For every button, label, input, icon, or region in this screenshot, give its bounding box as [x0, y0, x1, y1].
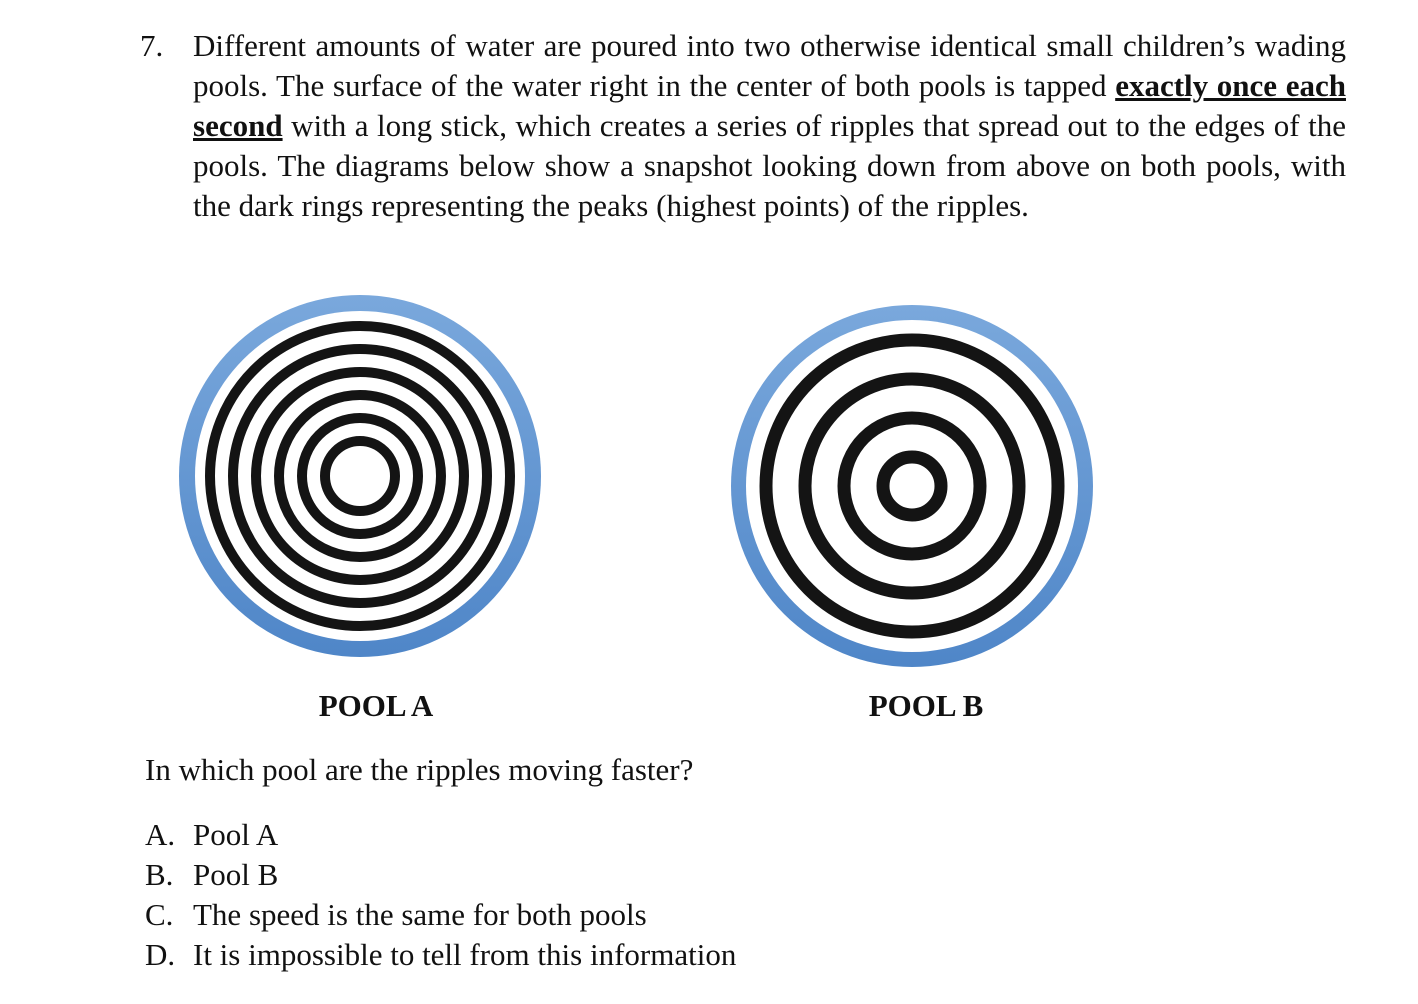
- pool-a-label: POOL A: [318, 688, 434, 723]
- choice-d[interactable]: [145, 935, 736, 975]
- choice-text: Pool B: [193, 857, 279, 892]
- choice-b[interactable]: [145, 855, 736, 895]
- question-text-before: Different amounts of water are poured into two otherwise identical small children’s wading pools. The surface of the water right in the center of both pools is tapped: [193, 28, 1346, 103]
- choice-letter: C.: [145, 897, 174, 932]
- choice-letter: A.: [145, 817, 176, 852]
- question-prompt: In which pool are the ripples moving faster?: [145, 752, 694, 787]
- choice-c[interactable]: [145, 895, 736, 935]
- choice-text: Pool A: [193, 817, 279, 852]
- choice-text: The speed is the same for both pools: [193, 897, 647, 932]
- choice-letter: D.: [145, 937, 176, 972]
- question-emphasis: exactly once each second: [193, 68, 1346, 143]
- choice-letter: B.: [145, 857, 174, 892]
- pool-a-water: [195, 311, 525, 641]
- choice-text: It is impossible to tell from this information: [193, 937, 737, 972]
- choice-a[interactable]: [145, 815, 736, 855]
- question-number: 7.: [140, 28, 164, 63]
- answer-choices: [145, 815, 736, 975]
- question-text-after: with a long stick, which creates a series of ripples that spread out to the edges of the pools. The diagrams below show a snapshot looking down from above on both pools, with the dark rings representing the peaks (highest points) of the ripples.: [193, 108, 1346, 223]
- pool-b-label: POOL B: [868, 688, 984, 723]
- pool-b-diagram: [731, 305, 1093, 667]
- pool-b-water: [746, 320, 1078, 652]
- pool-a-diagram: [179, 295, 541, 657]
